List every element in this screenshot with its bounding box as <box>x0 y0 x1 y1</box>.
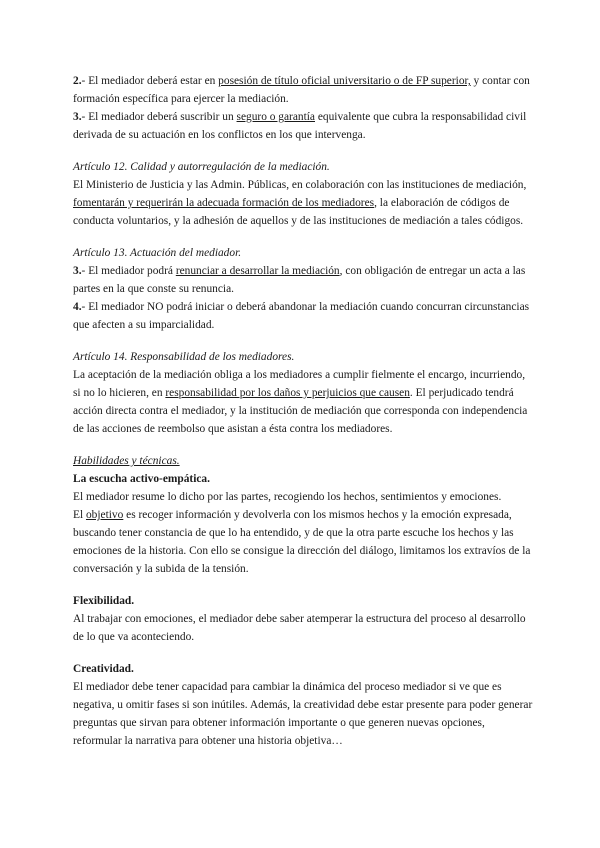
escucha-paragraph-1: El mediador resume lo dicho por las partes, recogiendo los hechos, sentimientos y emociones. <box>73 491 502 503</box>
article-14-title: Artículo 14. Responsabilidad de los mediadores. <box>73 351 295 363</box>
art13-paragraph-3 <box>73 262 533 298</box>
article-12-title: Artículo 12. Calidad y autorregulación de la mediación. <box>73 161 330 173</box>
underlined-text: seguro o garantía <box>236 111 315 123</box>
spacer <box>73 646 533 660</box>
art11-paragraph-2 <box>73 72 533 108</box>
escucha-paragraph-2 <box>73 506 533 578</box>
article-13-title: Artículo 13. Actuación del mediador. <box>73 247 242 259</box>
spacer <box>73 438 533 452</box>
paragraph-number: 3. <box>73 111 82 123</box>
paragraph-number: 2. <box>73 75 82 87</box>
text-run: - El mediador deberá suscribir un <box>81 111 237 123</box>
heading-escucha: La escucha activo-empática. <box>73 473 210 485</box>
text-run: y contar con formación específica para ejercer la mediación. <box>73 75 530 105</box>
text-run: equivalente que cubra la responsabilidad civil derivada de su actuación en los conflictos en los que intervenga. <box>73 111 527 141</box>
paragraph-number: 4. <box>73 301 82 313</box>
underlined-text: renunciar a desarrollar la mediación <box>175 265 340 277</box>
text-run: El <box>73 509 86 521</box>
text-run: , la elaboración de códigos de conducta voluntarios, y la adhesión de aquellos y de las instituciones de mediación a tales códigos. <box>73 197 524 227</box>
underlined-text: objetivo <box>85 509 124 521</box>
article-12-body <box>73 176 533 230</box>
spacer <box>73 578 533 592</box>
text-run: . El perjudicado tendrá acción directa contra el mediador, y la institución de mediación que corresponda con independencia de las acciones de reembolso que asistan a ésta contra los mediadores. <box>73 387 528 435</box>
text-run: es recoger información y devolverla con los mismos hechos y la emoción expresada, buscando tener constancia de que lo ha entendido, y de que la otra parte escuche los hechos y las emociones de la historia. Con ello se consigue la dirección del diálogo, limitamos los extravíos de la conversación y la subida de la tensión. <box>73 509 531 575</box>
underlined-text: fomentarán y requerirán la adecuada formación de los mediadores <box>73 197 375 209</box>
text-run: La aceptación de la mediación obliga a los mediadores a cumplir fielmente el encargo, incurriendo, si no lo hicieren, en <box>73 369 526 399</box>
heading-creatividad: Creatividad. <box>73 663 134 675</box>
text-run: - El mediador deberá estar en <box>81 75 219 87</box>
heading-flexibilidad: Flexibilidad. <box>73 595 135 607</box>
art11-paragraph-3 <box>73 108 533 144</box>
text-run: - El mediador NO podrá iniciar o deberá abandonar la mediación cuando concurran circunstancias que afecten a su imparcialidad. <box>73 301 530 331</box>
creatividad-body: El mediador debe tener capacidad para cambiar la dinámica del proceso mediador si ve que es negativa, u omitir fases si son inútiles. Además, la creatividad debe estar presente para poder generar preguntas que sirvan para obtener información importante o que generen nuevas opciones, reformular la narrativa para obtener una historia objetiva… <box>73 681 533 747</box>
spacer <box>73 334 533 348</box>
spacer <box>73 144 533 158</box>
paragraph-number: 3. <box>73 265 82 277</box>
text-run: , con obligación de entregar un acta a las partes en la que conste su renuncia. <box>73 265 526 295</box>
flexibilidad-body: Al trabajar con emociones, el mediador debe saber atemperar la estructura del proceso al desarrollo de lo que va aconteciendo. <box>73 613 526 643</box>
section-title-habilidades: Habilidades y técnicas. <box>73 455 180 467</box>
text-run: El Ministerio de Justicia y las Admin. Públicas, en colaboración con las instituciones de mediación, <box>73 179 527 191</box>
text-run: - El mediador podrá <box>81 265 176 277</box>
art13-paragraph-4 <box>73 298 533 334</box>
article-14-body <box>73 366 533 438</box>
document-content <box>73 72 533 750</box>
underlined-text: responsabilidad por los daños y perjuicios que causen <box>165 387 410 399</box>
underlined-text: posesión de título oficial universitario o de FP superior, <box>218 75 471 87</box>
spacer <box>73 230 533 244</box>
